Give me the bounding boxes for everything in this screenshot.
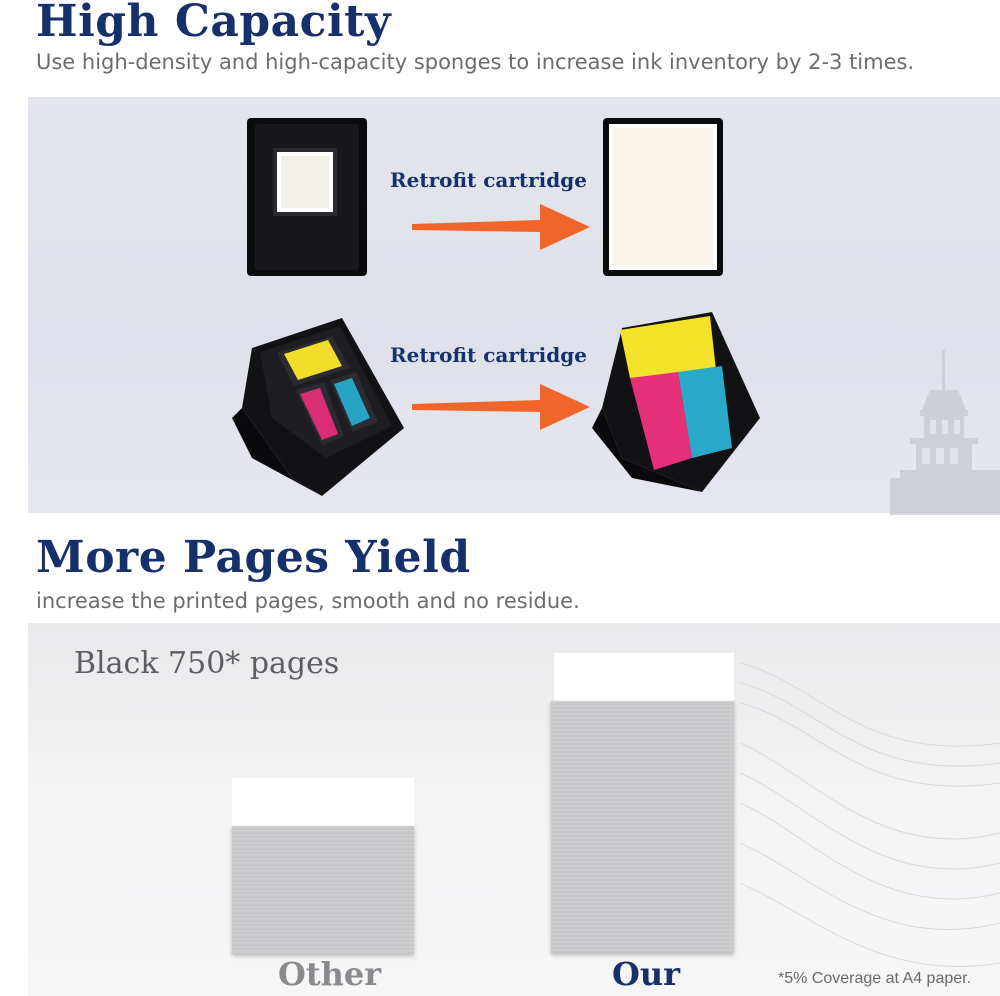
color-cartridge-original-image: [232, 318, 404, 498]
wave-lines-decoration: [740, 623, 1000, 996]
color-cartridge-retrofit-image: [592, 308, 762, 494]
lighthouse-watermark: [870, 350, 1000, 515]
other-label: Other: [278, 955, 382, 993]
retrofit-label-black: Retrofit cartridge: [390, 168, 587, 192]
black-cartridge-original-image: [247, 118, 367, 276]
arrow-right-icon: [412, 200, 590, 252]
black-cartridge-retrofit-image: [603, 118, 723, 276]
section-title-high-capacity: High Capacity: [36, 0, 392, 47]
section-subtitle-high-capacity: Use high-density and high-capacity sponges to increase ink inventory by 2-3 times.: [36, 50, 915, 74]
our-paper-top-sheet: [554, 653, 734, 703]
section-subtitle-more-pages: increase the printed pages, smooth and no residue.: [36, 589, 580, 613]
our-paper-stack: [551, 701, 734, 953]
our-label: Our: [612, 955, 680, 993]
retrofit-label-color: Retrofit cartridge: [390, 343, 587, 367]
other-paper-top-sheet: [232, 778, 414, 828]
section-title-more-pages: More Pages Yield: [36, 532, 471, 583]
black-pages-label: Black 750* pages: [74, 646, 340, 681]
arrow-right-icon: [412, 380, 590, 432]
cartridge-comparison-panel: [28, 97, 1000, 513]
other-paper-stack: [232, 826, 414, 954]
coverage-footnote: *5% Coverage at A4 paper.: [778, 970, 972, 987]
